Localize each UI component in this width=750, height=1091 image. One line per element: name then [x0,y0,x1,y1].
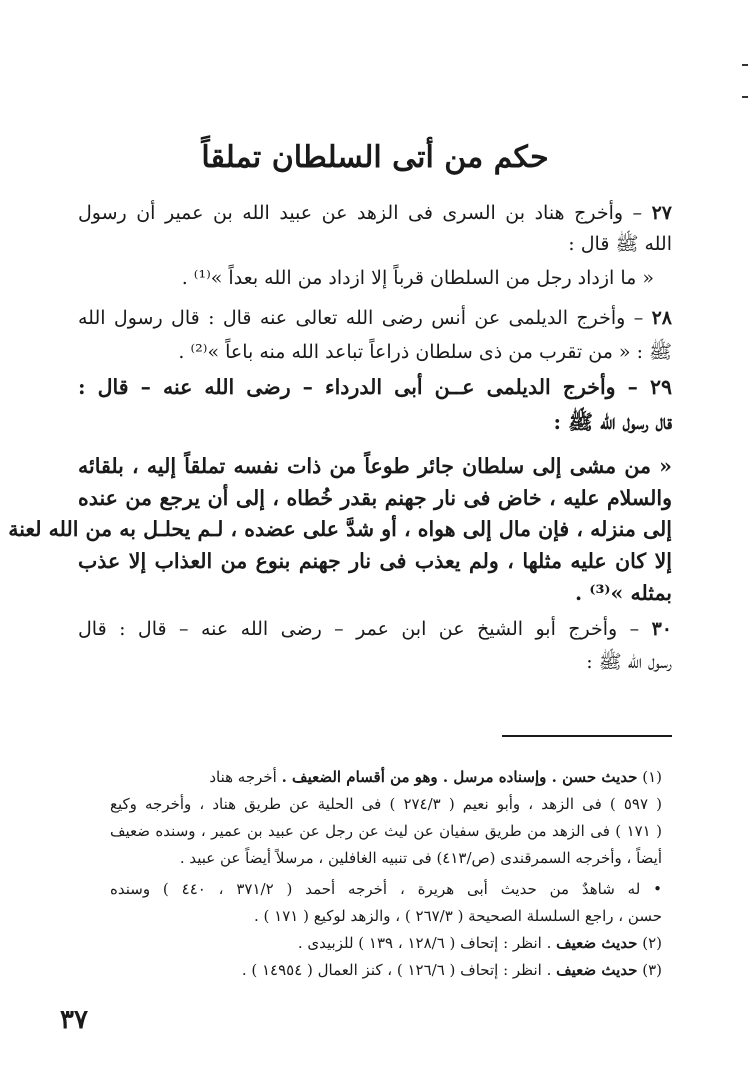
footnote-marker: (١) [642,768,662,786]
hadith-29-body-line: بمثله »⁽³⁾ . [575,581,672,605]
hadith-27-line-1 [78,198,672,228]
hadith-28-line-1 [78,303,672,333]
hadith-30-line-1 [78,614,672,644]
footnote-grade: حديث ضعيف [556,934,638,952]
footnote-2 [110,930,662,956]
footnote-1-witness: • له شاهدٌ من حديث أبى هريرة ، أخرجه أحمد ( ٣٧١/٢ ، ٤٤٠ ) وسنده [110,880,662,898]
scan-edge-mark [742,64,748,66]
hadith-29-body-line: والسلام عليه ، خاض فى نار جهنم بقدر خُطاه ، إلى أن يرجع من عنده [78,486,672,510]
page-number: ٣٧ [60,1005,88,1035]
hadith-text: – وأخرج الديلمى عــن أبى الدرداء – رضى الله عنه – قال : [78,375,638,399]
hadith-30-line-2: رسول الله ﷺ : [586,651,672,673]
hadith-number: ٢٩ [649,375,672,399]
hadith-29-line-1 [78,372,672,402]
footnote-1-line: ( ٥٩٧ ) فى الزهد ، وأبو نعيم ( ٢٧٤/٣ ) فى الحلية عن طريق هناد ، وأخرجه وكيع [110,795,663,813]
hadith-29-line-2: قال رسول الله ﷺ : [553,410,672,434]
footnote-1-line: حسن ، راجع السلسلة الصحيحة ( ٢٦٧/٣ ) ، والزهد لوكيع ( ١٧١ ) . [254,907,662,925]
footnote-3 [110,957,662,983]
footnote-1-line: أيضاً ، وأخرجه السمرقندى (ص/٤١٣) فى تنبيه الغافلين ، مرسلاً أيضاً عن عبيد . [179,849,662,867]
footnote-divider [502,735,672,737]
footnote-text: أخرجه هناد [209,768,282,786]
footnote-text: . انظر : إتحاف ( ١٢٨/٦ ، ١٣٩ ) للزبيدى . [297,934,557,952]
hadith-27-line-2: الله ﷺ قال : [568,233,672,255]
footnote-1 [110,764,662,790]
hadith-29-body-line: « من مشى إلى سلطان جائر طوعاً من ذات نفسه تملقاً إليه ، بلقائه [78,454,672,478]
footnote-marker: (٣) [642,961,662,979]
footnote-1-line: ( ١٧١ ) فى الزهد من طريق سفيان عن ليث عن رجل عن عبيد بن عمير ، وسنده ضعيف [110,822,662,840]
hadith-number: ٣٠ [651,618,673,640]
hadith-text: – وأخرج أبو الشيخ عن ابن عمر – رضى الله عنه – قال : قال [78,618,640,640]
footnote-text: . انظر : إتحاف ( ١٢٦/٦ ) ، كنز العمال ( ١٤٩٥٤ ) . [241,961,557,979]
hadith-number: ٢٧ [651,202,672,224]
scan-edge-mark [742,96,748,98]
hadith-27-quote: « ما ازداد رجل من السلطان قرباً إلا ازداد من الله بعداً »⁽¹⁾ . [181,267,654,289]
footnote-grade: حديث حسن . وإسناده مرسل . وهو من أقسام الضعيف . [281,768,638,786]
hadith-28-line-2: ﷺ : « من تقرب من ذى سلطان ذراعاً تباعد الله منه باعاً »⁽²⁾ . [178,341,672,363]
footnote-grade: حديث ضعيف [556,961,638,979]
footnote-marker: (٢) [642,934,662,952]
hadith-number: ٢٨ [651,307,672,329]
page-title: حكم من أتى السلطان تملقاً [201,140,549,175]
hadith-text: – وأخرج هناد بن السرى فى الزهد عن عبيد الله بن عمير أن رسول [78,202,643,224]
hadith-29-body-line: إلى منزله ، فإن مال إلى هواه ، أو شدَّ على عضده ، لـم يحلـل به من الله لعنة [8,517,672,541]
hadith-29-body-line: إلا كان عليه مثلها ، ولم يعذب فى نار جهنم بنوع من العذاب إلا عذب [78,549,672,573]
hadith-text: – وأخرج الديلمى عن أنس رضى الله تعالى عنه قال : قال رسول الله [78,307,644,329]
